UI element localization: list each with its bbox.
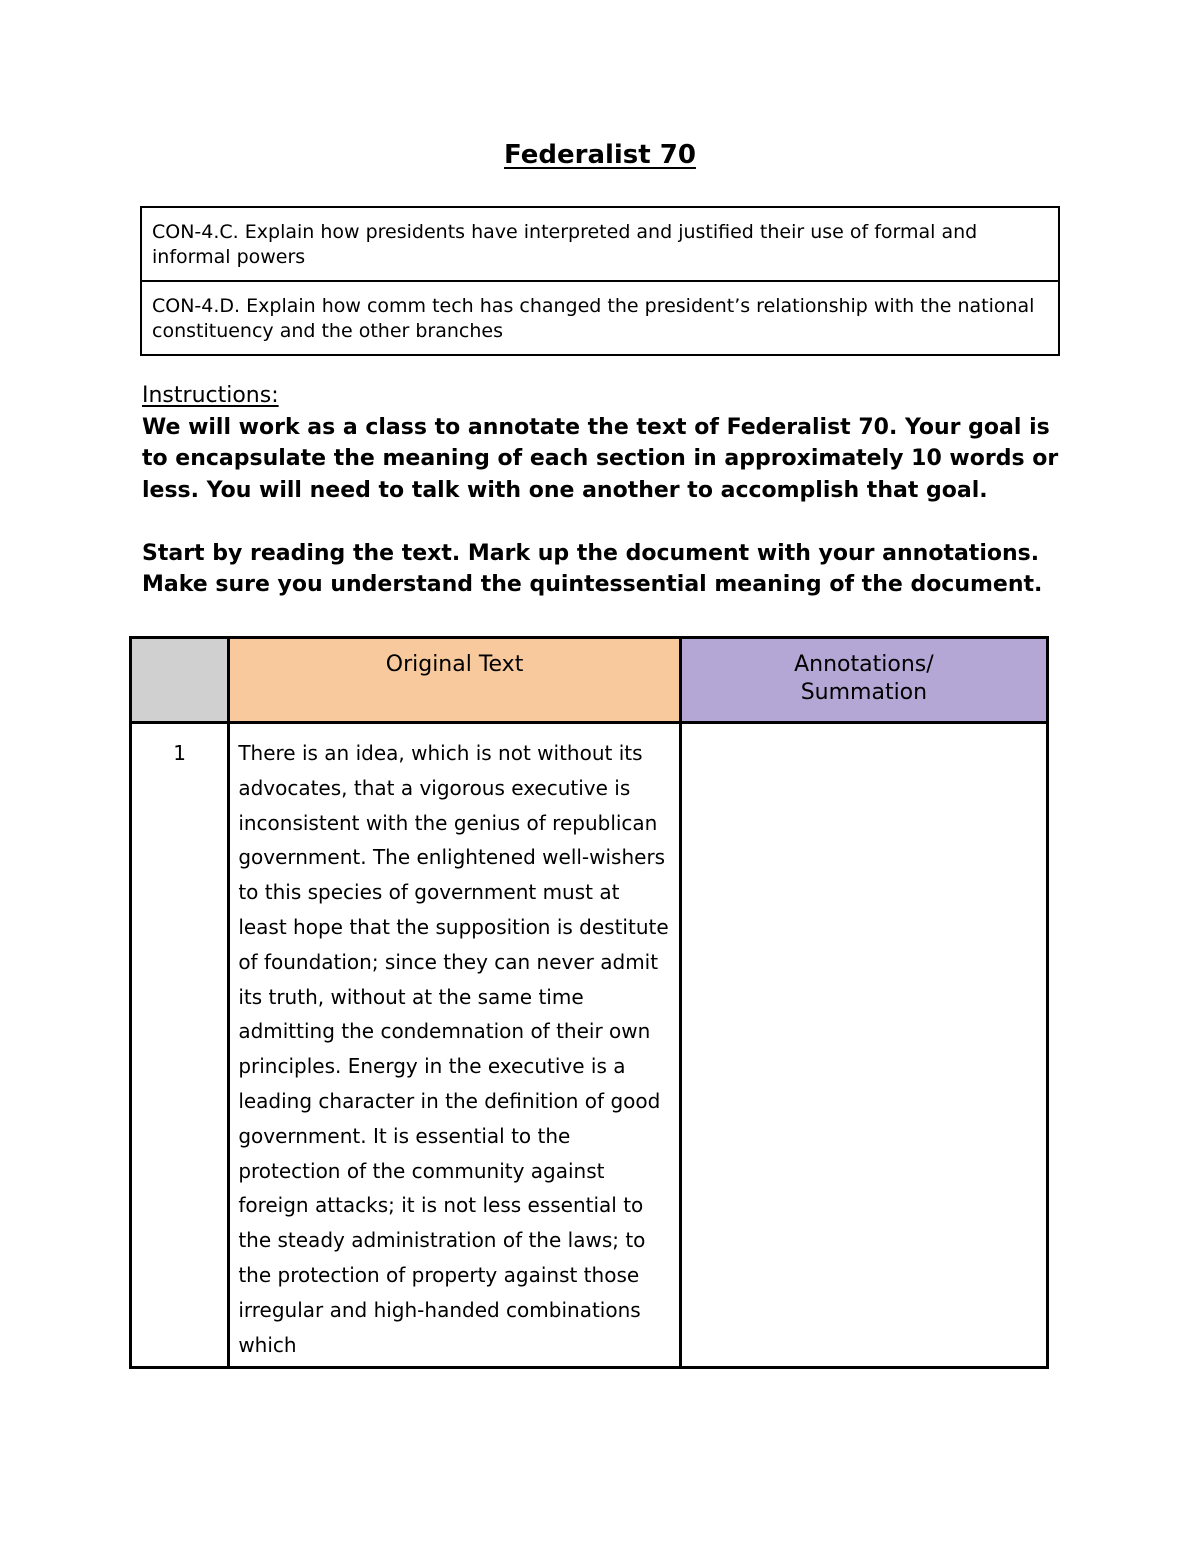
instructions-section	[142, 380, 1072, 601]
page-title: Federalist 70	[504, 140, 696, 170]
row-original-text: There is an idea, which is not without its advocates, that a vigorous executive is inconsistent with the genius of republican government. The enlightened well-wishers to this species of government must at least hope that the supposition is destitute of foundation; since they can never admit its truth, without at the same time admitting the condemnation of their own principles. Energy in the executive is a leading character in the definition of good government. It is essential to the protection of the community against foreign attacks; it is not less essential to the steady administration of the laws; to the protection of property against those irregular and high-handed combinations which	[229, 723, 680, 1368]
header-annotations	[680, 638, 1047, 723]
table-row	[131, 723, 1048, 1368]
standard-con-4c: CON-4.C. Explain how presidents have interpreted and justified their use of formal and informal powers	[141, 207, 1059, 281]
annotation-table	[129, 636, 1049, 1369]
row-annotation-cell[interactable]	[680, 723, 1047, 1368]
instructions-paragraph-2: Start by reading the text. Mark up the document with your annotations. Make sure you understand the quintessential meaning of the document.	[142, 540, 1043, 597]
learning-standards-table	[140, 206, 1060, 356]
standard-row	[141, 207, 1059, 281]
standard-con-4d: CON-4.D. Explain how comm tech has changed the president’s relationship with the national constituency and the other branches	[141, 281, 1059, 355]
header-annotations-label: Annotations/ Summation	[794, 652, 934, 705]
header-original-text: Original Text	[229, 638, 680, 723]
table-header-row	[131, 638, 1048, 723]
instructions-heading: Instructions:	[142, 383, 279, 408]
standard-row	[141, 281, 1059, 355]
header-number	[131, 638, 229, 723]
row-number: 1	[131, 723, 229, 1368]
paragraph-spacer	[142, 506, 1072, 538]
instructions-paragraph-1: We will work as a class to annotate the text of Federalist 70. Your goal is to encapsulate the meaning of each section in approximately 10 words or less. You will need to talk with one another to accomplish that goal.	[142, 414, 1059, 503]
